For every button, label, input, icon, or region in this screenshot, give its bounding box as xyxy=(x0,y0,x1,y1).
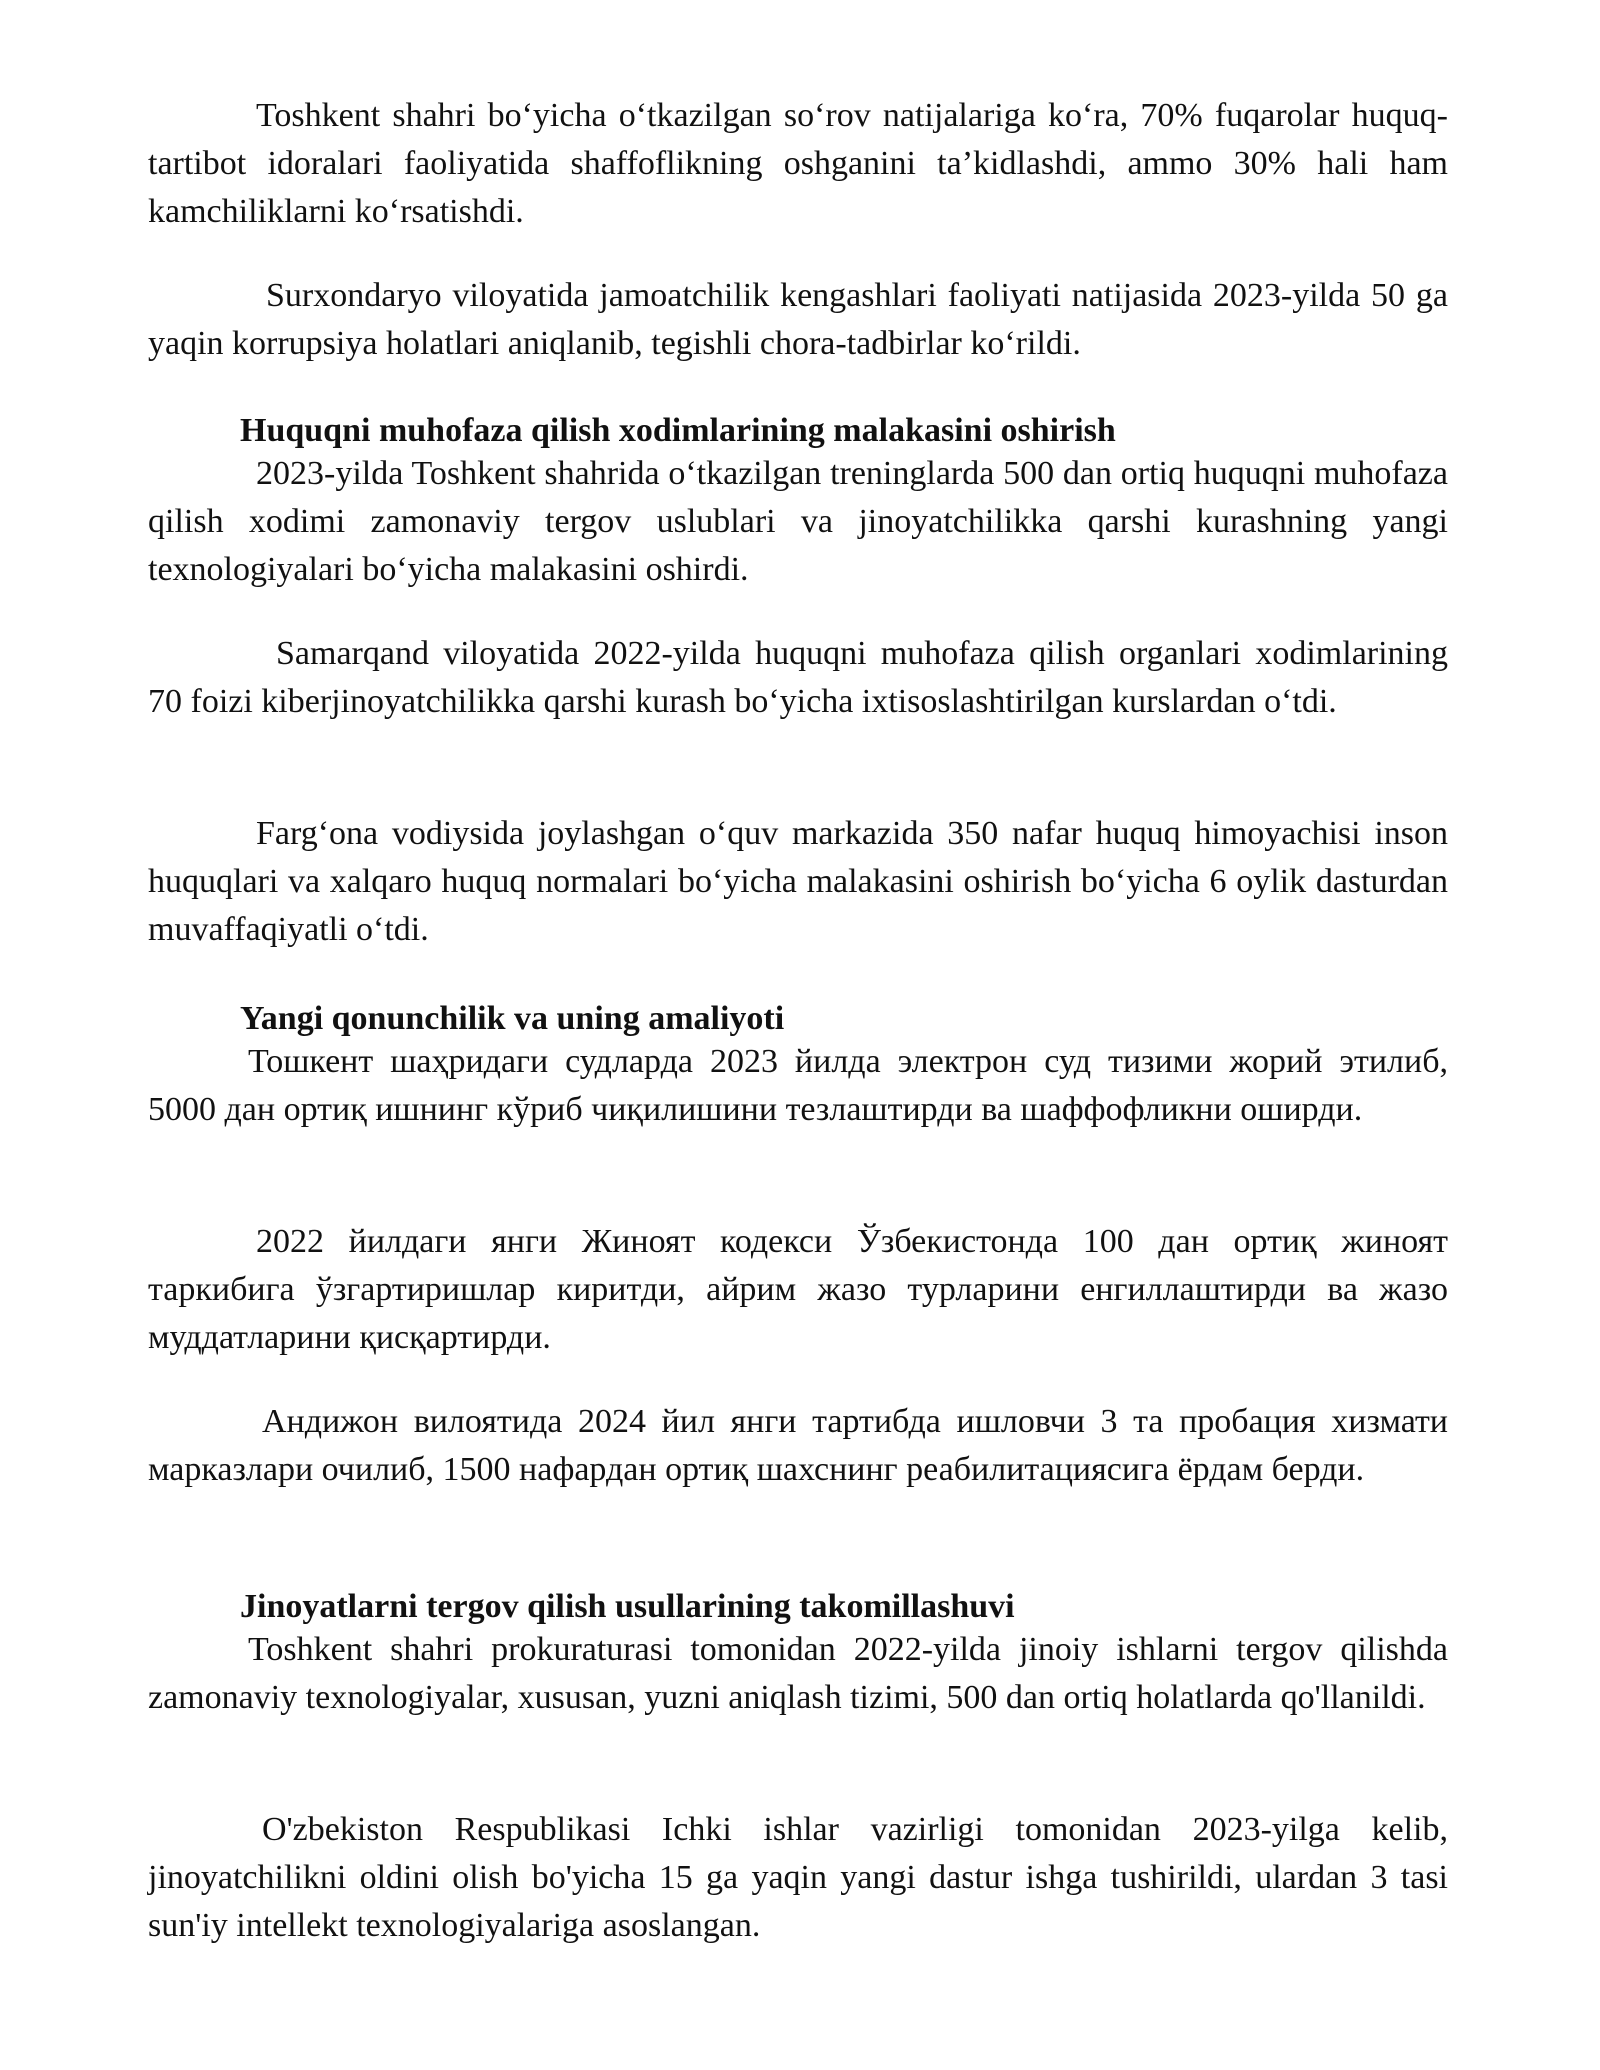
paragraph-3: 2023-yilda Toshkent shahrida o‘tkazilgan treninglarda 500 dan ortiq huquqni muhofaza qilish xodimi zamonaviy tergov uslublari va jinoyatchilikka qarshi kurashning yangi texnologiyalari bo‘yicha malakasini oshirdi. xyxy=(148,455,1448,588)
section-heading-3: Jinoyatlarni tergov qilish usullarining takomillashuvi xyxy=(240,1588,1015,1625)
paragraph-6: Тошкент шаҳридаги судларда 2023 йилда электрон суд тизими жорий этилиб, 5000 дан ортиқ ишнинг кўриб чиқилишини тезлаштирди ва шаффофликни оширди. xyxy=(148,1043,1448,1128)
paragraph-8: Андижон вилоятида 2024 йил янги тартибда ишловчи 3 та пробация хизмати марказлари очилиб, 1500 нафардан ортиқ шахснинг реабилитациясига ёрдам берди. xyxy=(148,1403,1448,1488)
paragraph-9: Toshkent shahri prokuraturasi tomonidan 2022-yilda jinoiy ishlarni tergov qilishda zamonaviy texnologiyalar, xususan, yuzni aniqlash tizimi, 500 dan ortiq holatlarda qo'llanildi. xyxy=(148,1631,1448,1716)
paragraph-7: 2022 йилдаги янги Жиноят кодекси Ўзбекистонда 100 дан ортиқ жиноят таркибига ўзгартиришлар киритди, айрим жазо турларини енгиллаштирди ва жазо муддатларини қисқартирди. xyxy=(148,1223,1448,1356)
paragraph-4: Samarqand viloyatida 2022-yilda huquqni muhofaza qilish organlari xodimlarining 70 foizi kiberjinoyatchilikka qarshi kurash bo‘yicha ixtisoslashtirilgan kurslardan o‘tdi. xyxy=(148,635,1448,720)
paragraph-5: Farg‘ona vodiysida joylashgan o‘quv markazida 350 nafar huquq himoyachisi inson huquqlari va xalqaro huquq normalari bo‘yicha malakasini oshirish bo‘yicha 6 oylik dasturdan muvaffaqiyatli o‘tdi. xyxy=(148,815,1448,948)
section-heading-2: Yangi qonunchilik va uning amaliyoti xyxy=(240,1000,785,1037)
paragraph-10: O'zbekiston Respublikasi Ichki ishlar vazirligi tomonidan 2023-yilga kelib, jinoyatchilikni oldini olish bo'yicha 15 ga yaqin yangi dastur ishga tushirildi, ulardan 3 tasi sun'iy intellekt texnologiyalariga asoslangan. xyxy=(148,1811,1448,1944)
paragraph-1: Toshkent shahri bo‘yicha o‘tkazilgan so‘rov natijalariga ko‘ra, 70% fuqarolar huquq-tartibot idoralari faoliyatida shaffoflikning oshganini ta’kidlashdi, ammo 30% hali ham kamchiliklarni ko‘rsatishdi. xyxy=(148,97,1448,230)
paragraph-2: Surxondaryo viloyatida jamoatchilik kengashlari faoliyati natijasida 2023-yilda 50 ga yaqin korrupsiya holatlari aniqlanib, tegishli chora-tadbirlar ko‘rildi. xyxy=(148,277,1448,362)
section-heading-1: Huquqni muhofaza qilish xodimlarining malakasini oshirish xyxy=(240,412,1116,449)
